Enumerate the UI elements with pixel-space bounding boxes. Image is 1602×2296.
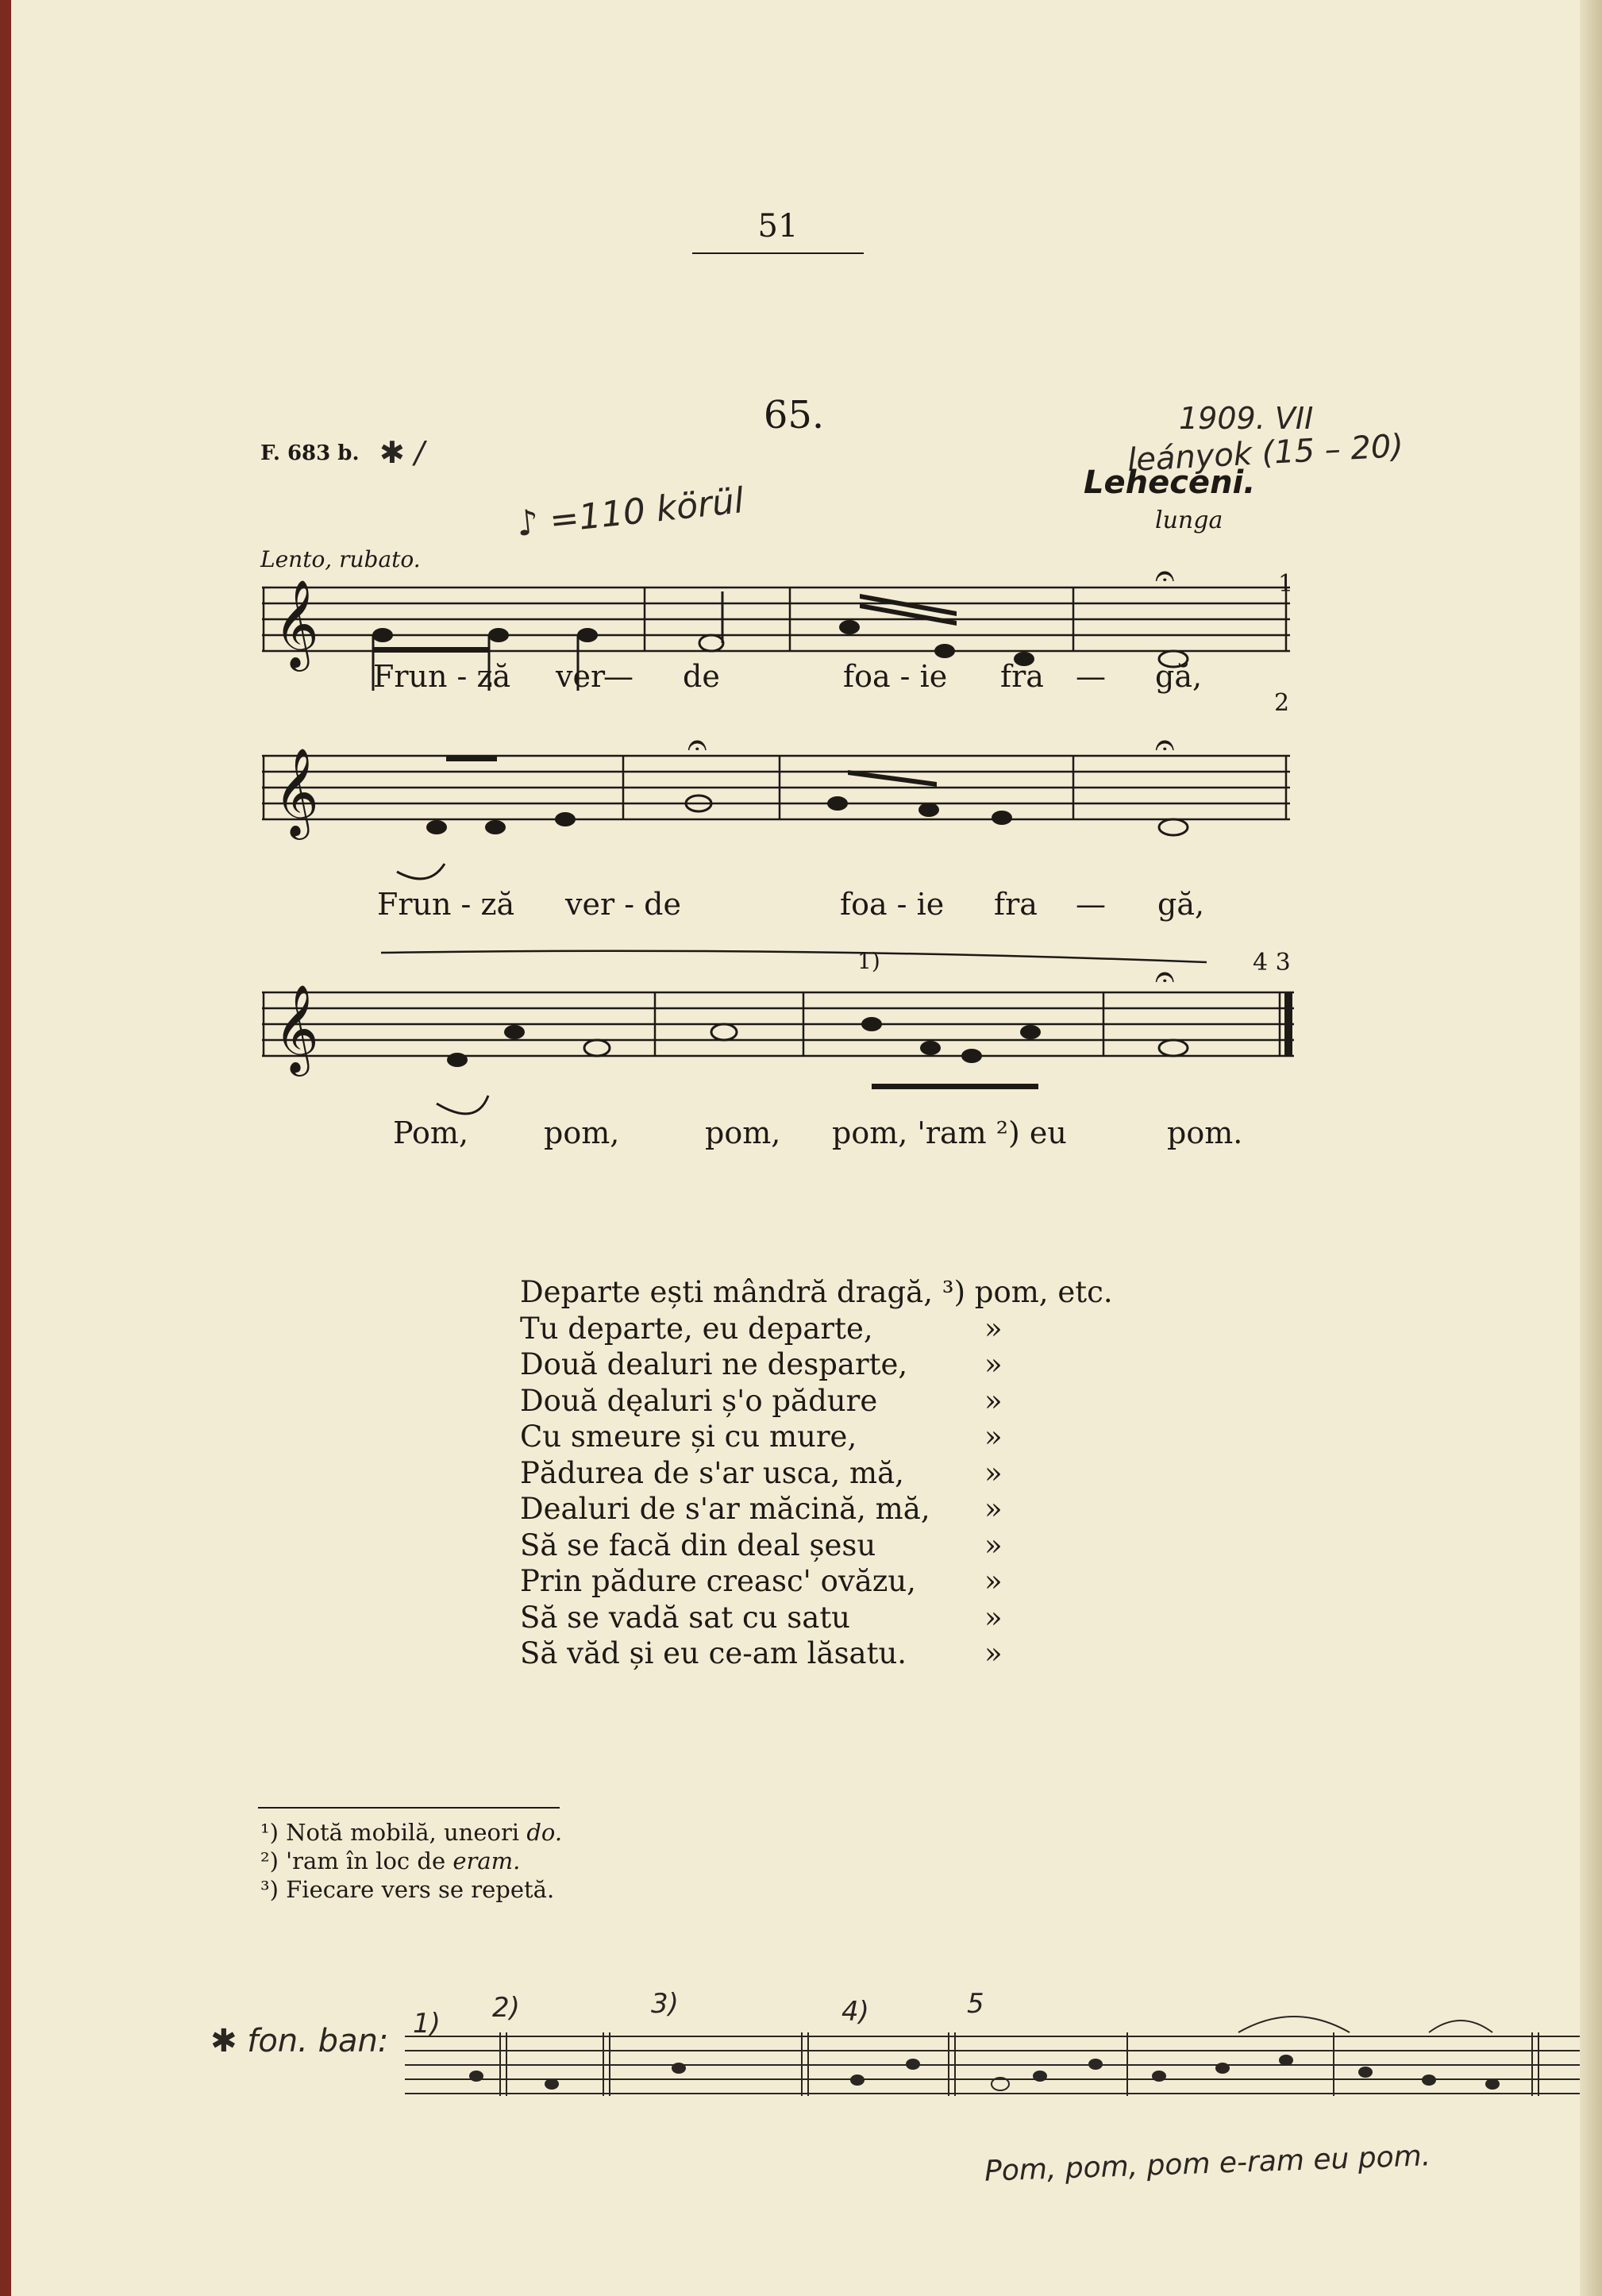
lyric-syllable: pom, 'ram ²) eu xyxy=(832,1115,1067,1150)
handwritten-asterisk-mark: ✱ / xyxy=(379,435,425,470)
handwritten-date: 1909. VII xyxy=(1179,401,1314,436)
poem-verses xyxy=(520,1274,1113,1672)
lyric-syllable: de xyxy=(683,659,720,694)
lyric-syllable: fra xyxy=(994,887,1038,922)
lyric-syllable: ver xyxy=(556,659,606,694)
lyric-syllable: pom, xyxy=(705,1115,781,1150)
lyric-syllable: Pom, xyxy=(393,1115,469,1150)
poem-line: Tu departe, eu departe, » xyxy=(520,1311,1003,1346)
lyric-syllable: pom, xyxy=(544,1115,620,1150)
lyric-syllable: foa - ie xyxy=(840,887,945,922)
svg-text:𝄐: 𝄐 xyxy=(1155,957,1175,997)
fermata-label: lunga xyxy=(1155,507,1223,534)
lyric-syllable: gă, xyxy=(1155,659,1203,694)
treble-clef-icon: 𝄞 xyxy=(274,984,319,1073)
staff-2 xyxy=(262,756,1290,819)
poem-line: Prin pădure creasc' ovăzu, » xyxy=(520,1564,1003,1598)
poem-line: Două dealuri ne desparte, » xyxy=(520,1347,1003,1381)
handwritten-bottom-lyrics: Pom, pom, pom e-ram eu pom. xyxy=(984,2140,1431,2188)
lyric-syllable: ver - de xyxy=(565,887,681,922)
footnotes xyxy=(260,1818,562,1904)
footnote-rule xyxy=(258,1807,560,1809)
catalog-reference: F. 683 b. xyxy=(260,441,360,465)
poem-line: Să se facă din deal șesu » xyxy=(520,1527,1003,1562)
footnote: ³) Fiecare vers se repetă. xyxy=(260,1876,555,1903)
tempo-marking: Lento, rubato. xyxy=(260,546,421,572)
poem-line: Să se vadă sat cu satu » xyxy=(520,1600,1003,1635)
lyric-syllable: — xyxy=(1076,887,1106,922)
poem-line: Pădurea de s'ar usca, mă, » xyxy=(520,1455,1003,1490)
svg-text:𝄐: 𝄐 xyxy=(1155,725,1175,765)
poem-line: Două dęaluri ș'o pădure » xyxy=(520,1383,1003,1418)
svg-text:𝄐: 𝄐 xyxy=(687,725,707,765)
treble-clef-icon: 𝄞 xyxy=(274,747,319,836)
handwritten-tempo-note: ♪ =110 körül xyxy=(514,480,746,545)
lyric-syllable: Frun - ză xyxy=(373,659,511,694)
lyric-syllable: foa - ie xyxy=(843,659,948,694)
svg-text:4): 4) xyxy=(841,1996,869,2028)
handwritten-transcription-label: ✱ fon. ban: xyxy=(210,2023,389,2059)
poem-line: Dealuri de s'ar măcină, mă, » xyxy=(520,1492,1003,1526)
lyric-syllable: Frun - ză xyxy=(377,887,515,922)
svg-text:𝄐: 𝄐 xyxy=(1155,556,1175,596)
svg-text:1: 1 xyxy=(1278,570,1294,598)
poem-line: Să văd și eu ce-am lăsatu. » xyxy=(520,1636,1003,1670)
lyric-syllable: pom. xyxy=(1167,1115,1243,1150)
svg-text:1): 1) xyxy=(413,2008,441,2040)
poem-line: Departe ești mândră dragă, ³) pom, etc. xyxy=(520,1275,1113,1309)
svg-text:2): 2) xyxy=(492,1992,520,2024)
svg-text:3): 3) xyxy=(651,1988,679,2020)
svg-text:4 3: 4 3 xyxy=(1253,949,1291,977)
staff-3 xyxy=(262,992,1294,1056)
svg-text:1): 1) xyxy=(857,948,880,974)
lyric-syllable: gă, xyxy=(1157,887,1205,922)
footnote: ²) 'ram în loc de eram. xyxy=(260,1847,521,1874)
place-name: Leheceni. xyxy=(1084,464,1256,501)
svg-text:2: 2 xyxy=(1274,689,1290,717)
song-number: 65. xyxy=(763,393,825,437)
lyric-syllable: fra xyxy=(1000,659,1044,694)
treble-clef-icon: 𝄞 xyxy=(274,579,319,668)
poem-line: Cu smeure și cu mure, » xyxy=(520,1420,1003,1454)
footnote: ¹) Notă mobilă, uneori do. xyxy=(260,1819,563,1846)
staff-1 xyxy=(262,587,1290,651)
lyric-syllable: — xyxy=(603,659,633,694)
svg-text:5: 5 xyxy=(967,1988,984,2020)
lyric-syllable: — xyxy=(1076,659,1106,694)
page-number: 51 xyxy=(757,208,799,245)
handwritten-place-note: leányok (15 – 20) xyxy=(1126,427,1405,480)
